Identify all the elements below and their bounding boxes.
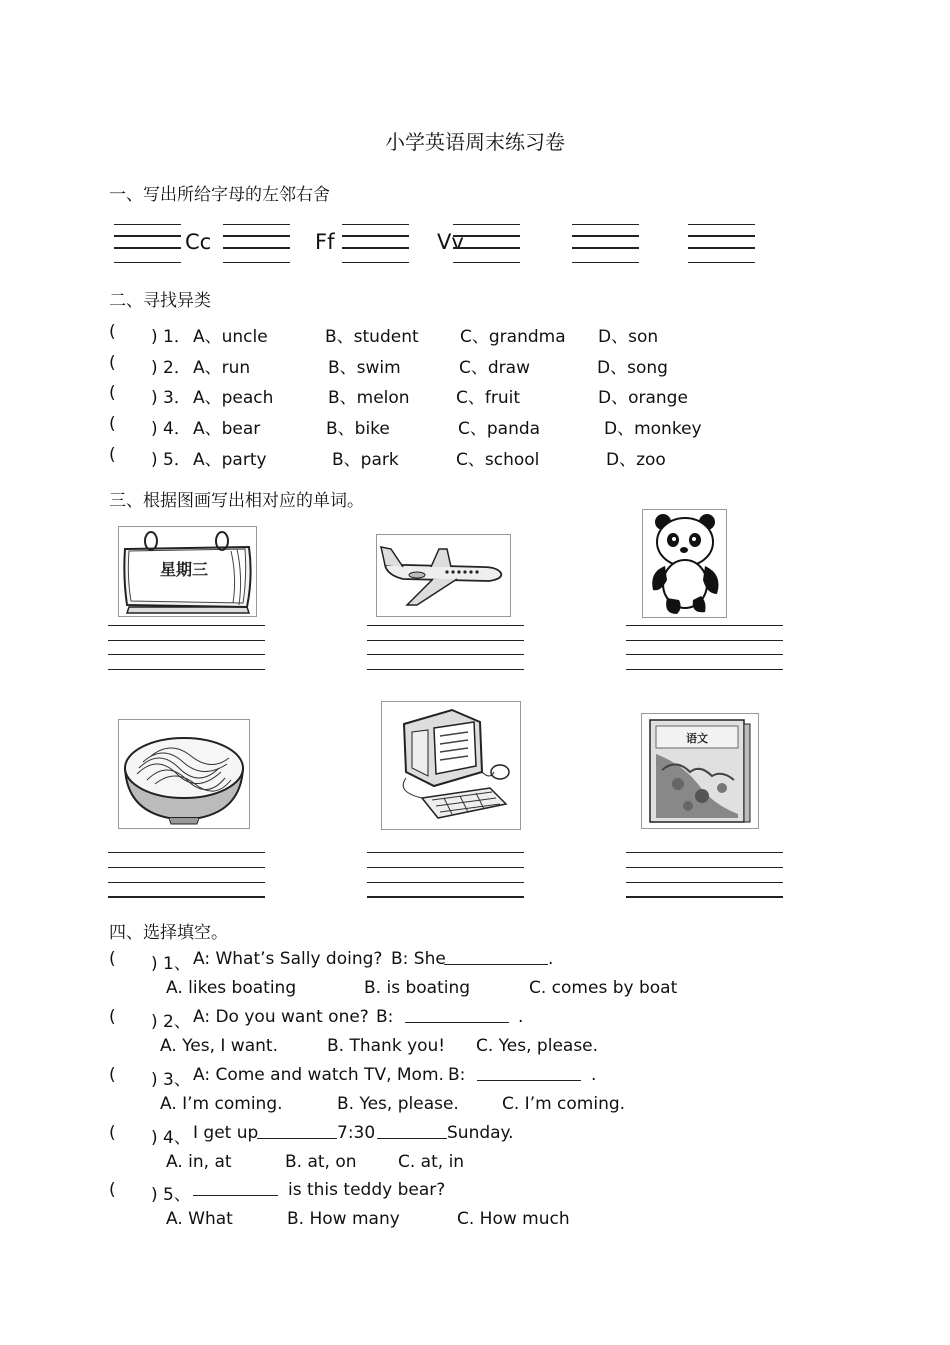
- option-a: A. Yes, I want.: [160, 1036, 278, 1056]
- letter-ff: Ff: [315, 230, 335, 254]
- writing-line: [108, 852, 265, 853]
- calendar-text: 星期三: [159, 560, 209, 579]
- writing-line: [114, 247, 181, 249]
- writing-line: [688, 247, 755, 249]
- noodles-picture: [118, 719, 250, 829]
- writing-line: [114, 224, 181, 225]
- answer-blank[interactable]: [477, 1065, 581, 1081]
- question-number: ) 5．: [151, 450, 191, 470]
- option-a: A、party: [193, 450, 267, 470]
- option-b: B、swim: [328, 358, 401, 378]
- question-prompt: A: Do you want one?: [193, 1007, 369, 1027]
- writing-line: [108, 669, 265, 670]
- writing-line: [572, 262, 639, 263]
- option-a: A、run: [193, 358, 251, 378]
- question-text: is this teddy bear?: [288, 1180, 446, 1200]
- option-d: D、orange: [598, 388, 688, 408]
- option-a: A. I’m coming.: [160, 1094, 283, 1114]
- writing-line: [367, 625, 524, 626]
- writing-line: [367, 654, 524, 655]
- writing-line: [453, 224, 520, 225]
- noodle-bowl-icon: [119, 720, 249, 828]
- option-a: A、bear: [193, 419, 261, 439]
- option-c: C. at, in: [398, 1152, 465, 1172]
- question-prompt: A: What’s Sally doing?: [193, 949, 383, 969]
- writing-line: [572, 247, 639, 249]
- question-number: ) 3．: [151, 388, 191, 408]
- question-number: ) 2、: [151, 1012, 191, 1032]
- writing-line: [572, 235, 639, 237]
- option-c: C. Yes, please.: [476, 1036, 599, 1056]
- answer-paren[interactable]: (: [109, 1007, 116, 1027]
- airplane-picture: [376, 534, 511, 617]
- airplane-icon: [377, 535, 510, 616]
- answer-paren[interactable]: (: [109, 1180, 116, 1200]
- computer-picture: [381, 701, 521, 830]
- option-d: D、zoo: [606, 450, 666, 470]
- writing-line: [367, 867, 524, 868]
- section2-heading: 二、寻找异类: [109, 291, 211, 311]
- option-d: D、monkey: [604, 419, 702, 439]
- option-b: B. How many: [287, 1209, 400, 1229]
- writing-line: [626, 896, 783, 898]
- option-c: C. I’m coming.: [502, 1094, 626, 1114]
- writing-line: [342, 224, 409, 225]
- writing-line: [626, 654, 783, 655]
- option-a: A. in, at: [166, 1152, 232, 1172]
- writing-line: [453, 262, 520, 263]
- writing-line: [367, 669, 524, 670]
- writing-line: [223, 235, 290, 237]
- option-c: C、school: [456, 450, 540, 470]
- question-number: ) 5、: [151, 1185, 191, 1205]
- writing-line: [367, 852, 524, 853]
- writing-line: [342, 262, 409, 263]
- answer-blank[interactable]: [405, 1007, 509, 1023]
- panda-icon: [643, 510, 726, 617]
- writing-line: [367, 640, 524, 641]
- option-b: B. Yes, please.: [337, 1094, 459, 1114]
- sentence-end: .: [548, 949, 554, 969]
- writing-line: [223, 247, 290, 249]
- writing-line: [367, 882, 524, 883]
- writing-line: [626, 867, 783, 868]
- answer-blank[interactable]: [444, 949, 548, 965]
- answer-label: B: She: [391, 949, 446, 969]
- option-a: A. likes boating: [166, 978, 297, 998]
- question-text-part3: Sunday.: [447, 1123, 514, 1143]
- section4-heading: 四、选择填空。: [109, 923, 228, 943]
- writing-line: [688, 262, 755, 263]
- writing-line: [108, 654, 265, 655]
- answer-label: B:: [376, 1007, 394, 1027]
- textbook-icon: [642, 714, 758, 828]
- question-prompt: A: Come and watch TV, Mom.: [193, 1065, 444, 1085]
- writing-line: [688, 224, 755, 225]
- option-b: B、bike: [326, 419, 390, 439]
- question-number: ) 1．: [151, 327, 191, 347]
- computer-icon: [382, 702, 520, 829]
- option-b: B、park: [332, 450, 399, 470]
- option-d: D、song: [597, 358, 668, 378]
- option-b: B. Thank you!: [327, 1036, 446, 1056]
- writing-line: [626, 640, 783, 641]
- writing-line: [342, 247, 409, 249]
- answer-blank[interactable]: [377, 1123, 447, 1139]
- answer-blank[interactable]: [257, 1123, 337, 1139]
- writing-line: [114, 235, 181, 237]
- writing-line: [108, 640, 265, 641]
- writing-line: [223, 262, 290, 263]
- answer-blank[interactable]: [193, 1180, 278, 1196]
- calendar-picture: [118, 526, 257, 617]
- question-number: ) 4、: [151, 1128, 191, 1148]
- panda-picture: [642, 509, 727, 618]
- writing-line: [453, 235, 520, 237]
- section1-heading: 一、写出所给字母的左邻右舍: [109, 185, 330, 205]
- writing-line: [626, 852, 783, 853]
- writing-line: [108, 882, 265, 883]
- option-c: C、draw: [459, 358, 530, 378]
- answer-paren[interactable]: (: [109, 383, 116, 403]
- writing-line: [114, 262, 181, 263]
- book-picture: [641, 713, 759, 829]
- option-a: A、uncle: [193, 327, 268, 347]
- question-number: ) 1、: [151, 954, 191, 974]
- option-d: D、son: [598, 327, 659, 347]
- writing-line: [367, 896, 524, 898]
- writing-line: [108, 867, 265, 868]
- page-title: 小学英语周末练习卷: [385, 130, 565, 154]
- option-b: B. is boating: [364, 978, 471, 998]
- book-title-text: 语文: [686, 732, 708, 745]
- option-c: C、grandma: [460, 327, 566, 347]
- writing-line: [626, 882, 783, 883]
- writing-line: [626, 669, 783, 670]
- writing-line: [626, 625, 783, 626]
- answer-paren[interactable]: (: [109, 353, 116, 373]
- answer-paren[interactable]: (: [109, 1123, 116, 1143]
- writing-line: [223, 224, 290, 225]
- calendar-icon: [119, 527, 256, 616]
- writing-line: [108, 625, 265, 626]
- question-number: ) 2．: [151, 358, 191, 378]
- writing-line: [108, 896, 265, 898]
- option-a: A、peach: [193, 388, 274, 408]
- option-b: B、student: [325, 327, 419, 347]
- option-c: C、panda: [458, 419, 541, 439]
- answer-paren[interactable]: (: [109, 414, 116, 434]
- question-number: ) 4．: [151, 419, 191, 439]
- question-text-part2: 7:30: [337, 1123, 376, 1143]
- sentence-end: .: [591, 1065, 597, 1085]
- answer-paren[interactable]: (: [109, 445, 116, 465]
- sentence-end: .: [518, 1007, 524, 1027]
- answer-paren[interactable]: (: [109, 1065, 116, 1085]
- writing-line: [572, 224, 639, 225]
- writing-line: [688, 235, 755, 237]
- option-c: C. comes by boat: [529, 978, 678, 998]
- option-c: C、fruit: [456, 388, 521, 408]
- letter-cc: Cc: [185, 230, 212, 254]
- question-text-part1: I get up: [193, 1123, 259, 1143]
- option-c: C. How much: [457, 1209, 570, 1229]
- section3-heading: 三、根据图画写出相对应的单词。: [109, 491, 364, 511]
- option-a: A. What: [166, 1209, 233, 1229]
- answer-paren[interactable]: (: [109, 949, 116, 969]
- option-b: B、melon: [328, 388, 410, 408]
- answer-label: B:: [448, 1065, 466, 1085]
- option-b: B. at, on: [285, 1152, 357, 1172]
- writing-line: [342, 235, 409, 237]
- question-number: ) 3、: [151, 1070, 191, 1090]
- answer-paren[interactable]: (: [109, 322, 116, 342]
- letter-vv: Vv: [437, 230, 464, 254]
- writing-line: [453, 247, 520, 249]
